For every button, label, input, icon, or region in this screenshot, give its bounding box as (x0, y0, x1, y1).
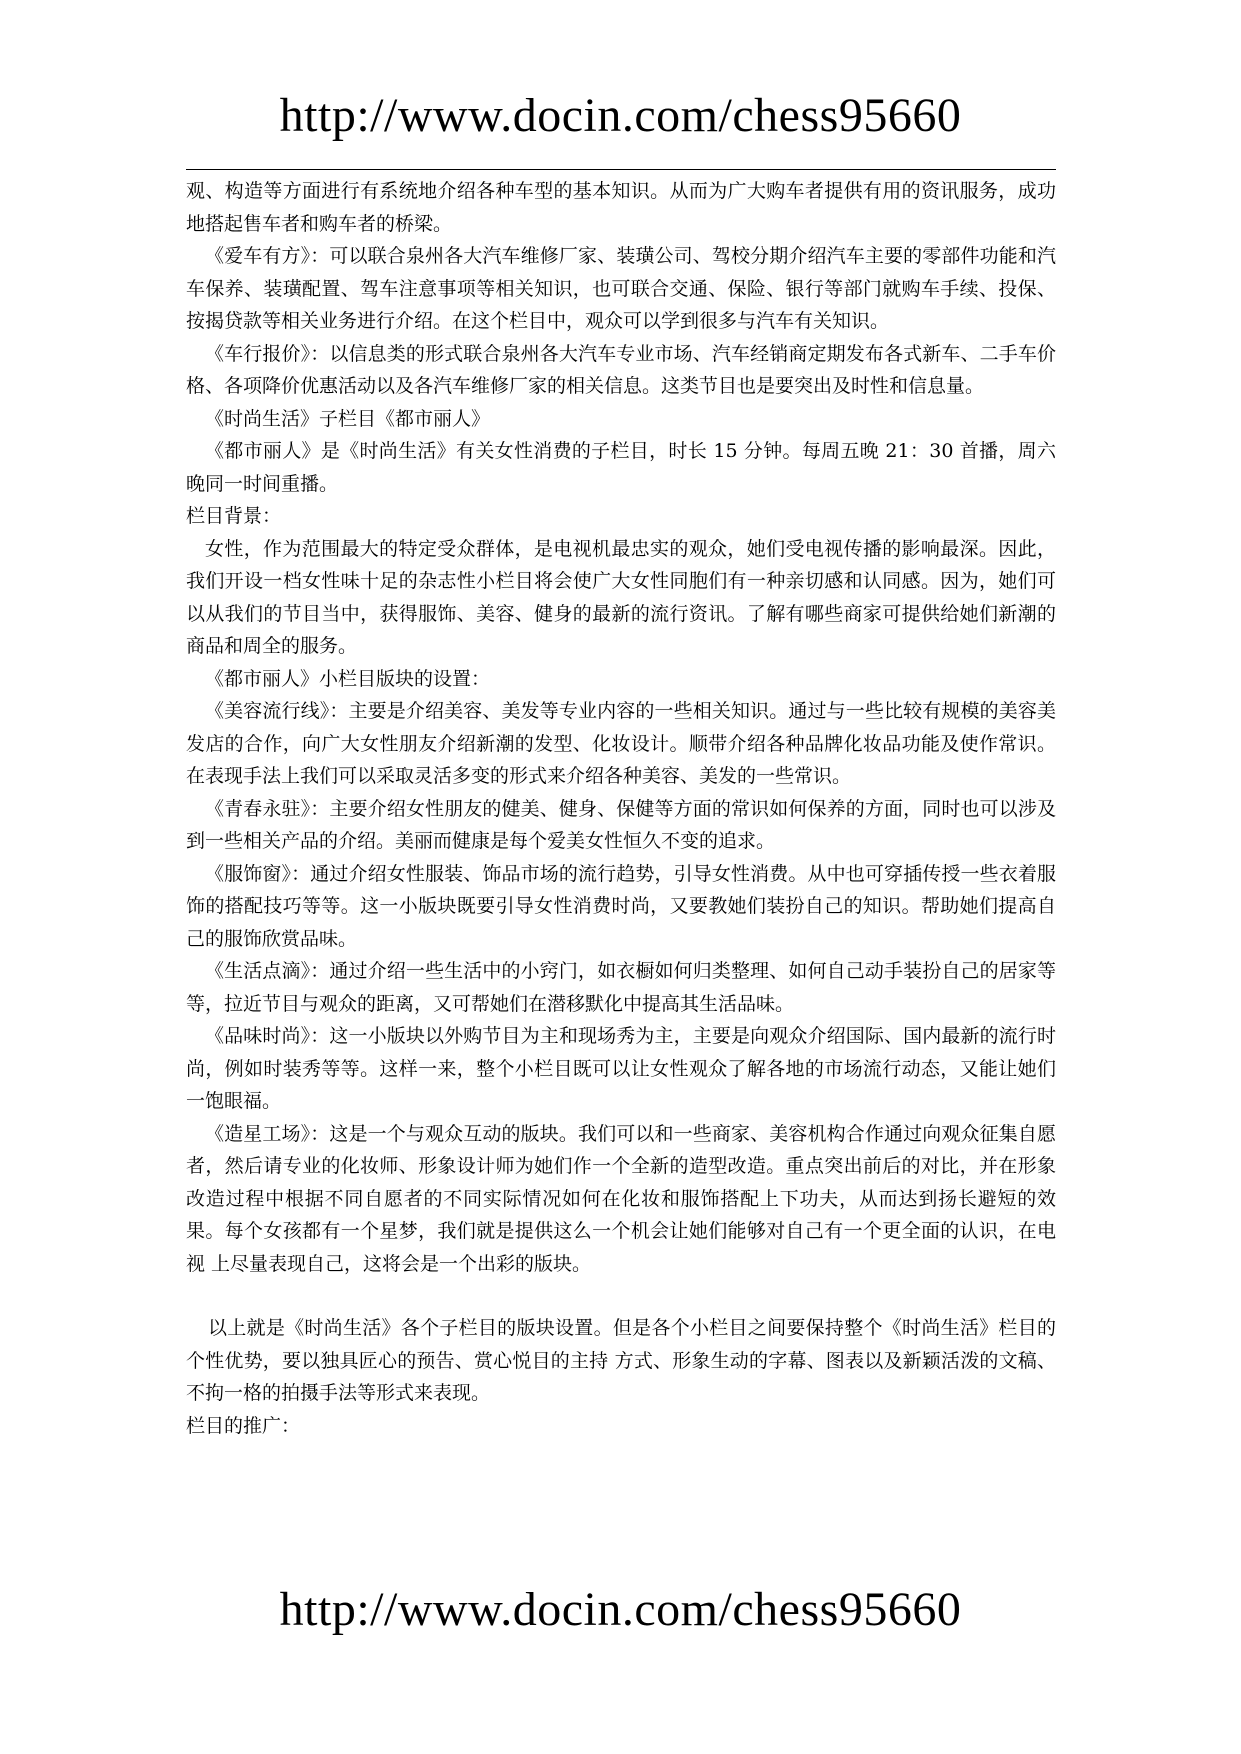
header-url: http://www.docin.com/chess95660 (279, 89, 962, 142)
paragraph-background: 女性，作为范围最大的特定受众群体，是电视机最忠实的观众，她们受电视传播的影响最深。因此，我们开设一档女性味十足的杂志性小栏目将会使广大女性同胞们有一种亲切感和认同感。因为，她们可以从我们的节目当中，获得服饰、美容、健身的最新的流行资讯。了解有哪些商家可提供给她们新潮的商品和周全的服务。 (186, 537, 1056, 657)
paragraph-fushi-chuang: 《服饰窗》：通过介绍女性服装、饰品市场的流行趋势，引导女性消费。从中也可穿插传授一些衣着服饰的搭配技巧等等。这一小版块既要引导女性消费时尚，又要教她们装扮自己的知识。帮助她们提高自己的服饰欣赏品味。 (186, 862, 1056, 950)
header-divider (186, 169, 1056, 170)
paragraph-subcolumn-heading: 《时尚生活》子栏目《都市丽人》 (205, 407, 491, 430)
paragraph-aiche-youfang: 《爱车有方》：可以联合泉州各大汽车维修厂家、装璜公司、驾校分期介绍汽车主要的零部件功能和汽车保养、装璜配置、驾车注意事项等相关知识，也可联合交通、保险、银行等部门就购车手续、投保、按揭贷款等相关业务进行介绍。在这个栏目中，观众可以学到很多与汽车有关知识。 (186, 245, 1056, 332)
paragraph-shenghuo-diandi: 《生活点滴》：通过介绍一些生活中的小窍门，如衣橱如何归类整理、如何自己动手装扮自己的居家等等，拉近节目与观众的距离，又可帮她们在潜移默化中提高其生活品味。 (186, 960, 1056, 1015)
paragraph-intro-continuation: 观、构造等方面进行有系统地介绍各种车型的基本知识。从而为广大购车者提供有用的资讯服务，成功地搭起售车者和购车者的桥梁。 (186, 180, 1056, 235)
paragraph-pinwei-shishang: 《品味时尚》：这一小版块以外购节目为主和现场秀为主，主要是向观众介绍国际、国内最新的流行时尚，例如时装秀等等。这样一来，整个小栏目既可以让女性观众了解各地的市场流行动态，又能让她们一饱眼福。 (186, 1025, 1056, 1112)
paragraph-dushi-liren: 《都市丽人》是《时尚生活》有关女性消费的子栏目，时长 15 分钟。每周五晚 21：30 首播，周六晚同一时间重播。 (186, 440, 1056, 495)
paragraph-promotion-label: 栏目的推广： (186, 1414, 301, 1437)
paragraph-chehang-baojia: 《车行报价》：以信息类的形式联合泉州各大汽车专业市场、汽车经销商定期发布各式新车、二手车价格、各项降价优惠活动以及各汽车维修厂家的相关信息。这类节目也是要突出及时性和信息量。 (186, 342, 1056, 397)
paragraph-section-setup: 《都市丽人》小栏目版块的设置： (205, 667, 491, 690)
paragraph-zaoxing-gongchang: 《造星工场》：这是一个与观众互动的版块。我们可以和一些商家、美容机构合作通过向观众征集自愿者，然后请专业的化妆师、形象设计师为她们作一个全新的造型改造。重点突出前后的对比，并在形象改造过程中根据不同自愿者的不同实际情况如何在化妆和服饰搭配上下功夫，从而达到扬长避短的效果。每个女孩都有一个星梦，我们就是提供这么一个机会让她们能够对自己有一个更全面的认识，在电视 上尽量表现自己，这将会是一个出彩的版块。 (186, 1122, 1056, 1275)
paragraph-meirong-liuxingxian: 《美容流行线》：主要是介绍美容、美发等专业内容的一些相关知识。通过与一些比较有规模的美容美发店的合作，向广大女性朋友介绍新潮的发型、化妆设计。顺带介绍各种品牌化妆品功能及使作常识。在表现手法上我们可以采取灵活多变的形式来介绍各种美容、美发的一些常识。 (186, 700, 1056, 787)
footer-url: http://www.docin.com/chess95660 (279, 1583, 962, 1636)
paragraph-qingchun-yongzhu: 《青春永驻》：主要介绍女性朋友的健美、健身、保健等方面的常识如何保养的方面，同时也可以涉及到一些相关产品的介绍。美丽而健康是每个爱美女性恒久不变的追求。 (186, 797, 1056, 852)
paragraph-summary: 以上就是《时尚生活》各个子栏目的版块设置。但是各个小栏目之间要保持整个《时尚生活》栏目的个性优势，要以独具匠心的预告、赏心悦目的主持 方式、形象生动的字幕、图表以及新颖活泼的文稿、不拘一格的拍摄手法等形式来表现。 (186, 1317, 1056, 1404)
document-body (186, 175, 1056, 1442)
paragraph-background-label: 栏目背景： (186, 505, 282, 527)
